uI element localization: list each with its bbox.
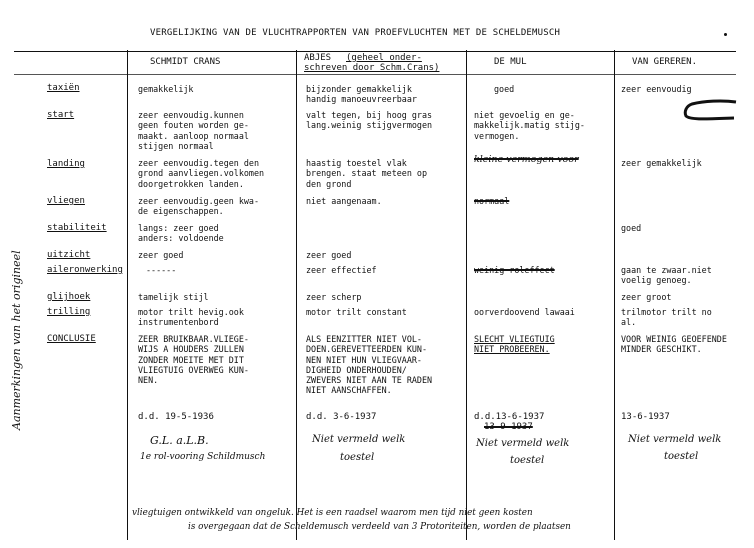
cell-demul-trilling: oorverdoovend lawaai [474,307,575,317]
cell-gereren-trilling: trilmotor trilt no al. [621,307,712,328]
cell-schmidt-landing: zeer eenvoudig.tegen den grond aanvliegen.volkomen doorgetrokken landen. [138,158,265,189]
handwritten-bottom-line-2: is overgegaan dat de Scheldemusch verdeeld van 3 Protoriteiten, worden de plaatsen [188,522,571,532]
column-rule-1 [127,50,128,540]
handwritten-note-abjes-1: Niet vermeld welk [312,434,406,445]
cell-abjes-trilling: motor trilt constant [306,307,407,317]
date-schmidt: d.d. 19-5-1936 [138,412,214,422]
cell-demul-start: niet gevoelig en ge- makkelijk.matig stijg- vermogen. [474,110,585,141]
header-bottom-rule [14,74,736,75]
column-rule-4 [614,50,615,540]
cell-abjes-conclusie: ALS EENZITTER NIET VOL- DOEN.GEREVETTEERDEN KUN- NEN NIET HUN VLIEGVAAR- DIGHEID ONDERHOUDEN/ ZWEVERS NIET AAN TE RADEN NIET AANSCHAFFEN. [306,334,433,396]
cell-schmidt-start: zeer eenvoudig.kunnen geen fouten worden ge- maakt. aanloop normaal stijgen normaal [138,110,249,151]
cell-abjes-glijhoek: zeer scherp [306,292,362,302]
cell-abjes-aileron: zeer effectief [306,265,377,275]
row-label-vliegen: vliegen [47,196,85,206]
cell-abjes-vliegen: niet aangenaam. [306,196,382,206]
cell-abjes-taxien: bijzonder gemakkelijk handig manoeuvreerbaar [306,84,417,105]
row-label-landing: landing [47,159,85,169]
cell-gereren-stabiliteit: goed [621,223,642,233]
row-label-aileronwerking: aileronwerking [47,265,123,275]
header-top-rule [14,51,736,52]
handwritten-stroke [682,98,738,124]
cell-abjes-start: valt tegen, bij hoog gras lang.weinig stijgvermogen [306,110,433,131]
handwritten-note-demul-2: toestel [510,455,545,466]
date-demul: d.d.13-6-1937 [474,412,545,422]
document-title: VERGELIJKING VAN DE VLUCHTRAPPORTEN VAN PROEFVLUCHTEN MET DE SCHELDEMUSCH [150,28,561,38]
cell-gereren-glijhoek: zeer groot [621,292,672,302]
handwritten-note-abjes-2: toestel [340,452,375,463]
header-de-mul: DE MUL [494,57,527,67]
cell-demul-landing-handwritten: kleine vermogen voor [474,154,579,165]
cell-gereren-conclusie: VOOR WEINIG GEOEFENDE MINDER GESCHIKT. [621,334,727,355]
cell-demul-conclusie: SLECHT VLIEGTUIG NIET PROBEEREN. [474,334,555,355]
handwritten-note-gereren-1: Niet vermeld welk [628,434,722,445]
cell-schmidt-stabiliteit: langs: zeer goed anders: voldoende [138,223,224,244]
row-label-conclusie: CONCLUSIE [47,334,96,344]
handwritten-note-gereren-2: toestel [664,451,699,462]
handwritten-note-schmidt-1: G.L. a.L.B. [150,434,209,447]
cell-schmidt-taxien: gemakkelijk [138,84,194,94]
cell-gereren-taxien: zeer eenvoudig [621,84,692,94]
cell-gereren-aileron: gaan te zwaar.niet voelig genoeg. [621,265,712,286]
header-abjes-note-2: schreven door Schm.Crans) [304,63,440,73]
handwritten-bottom-line-1: vliegtuigen ontwikkeld van ongeluk. Het is een raadsel waarom men tijd niet geen kosten [132,508,533,518]
cell-schmidt-glijhoek: tamelijk stijl [138,292,209,302]
cell-schmidt-conclusie: ZEER BRUIKBAAR.VLIEGE- WIJS A HOUDERS ZULLEN ZONDER MOEITE MET DIT VLIEGTUIG OVERWEG KUN- NEN. [138,334,249,386]
header-van-gereren: VAN GEREREN. [632,57,698,67]
cell-demul-taxien: goed [494,84,515,94]
row-label-uitzicht: uitzicht [47,250,91,260]
row-label-taxien: taxiën [47,83,80,93]
date-demul-struck: 13-9-1937 [484,422,533,432]
header-abjes: ABJES [304,53,332,63]
column-rule-3 [466,50,467,540]
cell-schmidt-aileron: ------ [146,265,177,275]
handwritten-note-schmidt-2: 1e rol-vooring Schildmusch [140,452,266,462]
cell-schmidt-trilling: motor trilt hevig.ook instrumentenbord [138,307,244,328]
cell-schmidt-uitzicht: zeer goed [138,250,184,260]
date-gereren: 13-6-1937 [621,412,670,422]
cell-demul-aileron: weinig roleffect [474,265,555,275]
handwritten-side-note: Aanmerkingen van het origineel [10,250,23,430]
row-label-stabiliteit: stabiliteit [47,223,107,233]
cell-schmidt-vliegen: zeer eenvoudig.geen kwa- de eigenschappen. [138,196,260,217]
date-abjes: d.d. 3-6-1937 [306,412,377,422]
cell-demul-vliegen: normaal [474,196,510,206]
header-schmidt-crans: SCHMIDT CRANS [150,57,221,67]
ink-dot [724,33,727,36]
cell-abjes-uitzicht: zeer goed [306,250,352,260]
cell-gereren-landing: zeer gemakkelijk [621,158,702,168]
row-label-start: start [47,110,75,120]
header-abjes-note-1: (geheel onder- [346,53,422,63]
row-label-glijhoek: glijhoek [47,292,91,302]
column-rule-2 [296,50,297,540]
handwritten-note-demul-1: Niet vermeld welk [476,438,570,449]
row-label-trilling: trilling [47,307,91,317]
cell-abjes-landing: haastig toestel vlak brengen. staat meteen op den grond [306,158,428,189]
